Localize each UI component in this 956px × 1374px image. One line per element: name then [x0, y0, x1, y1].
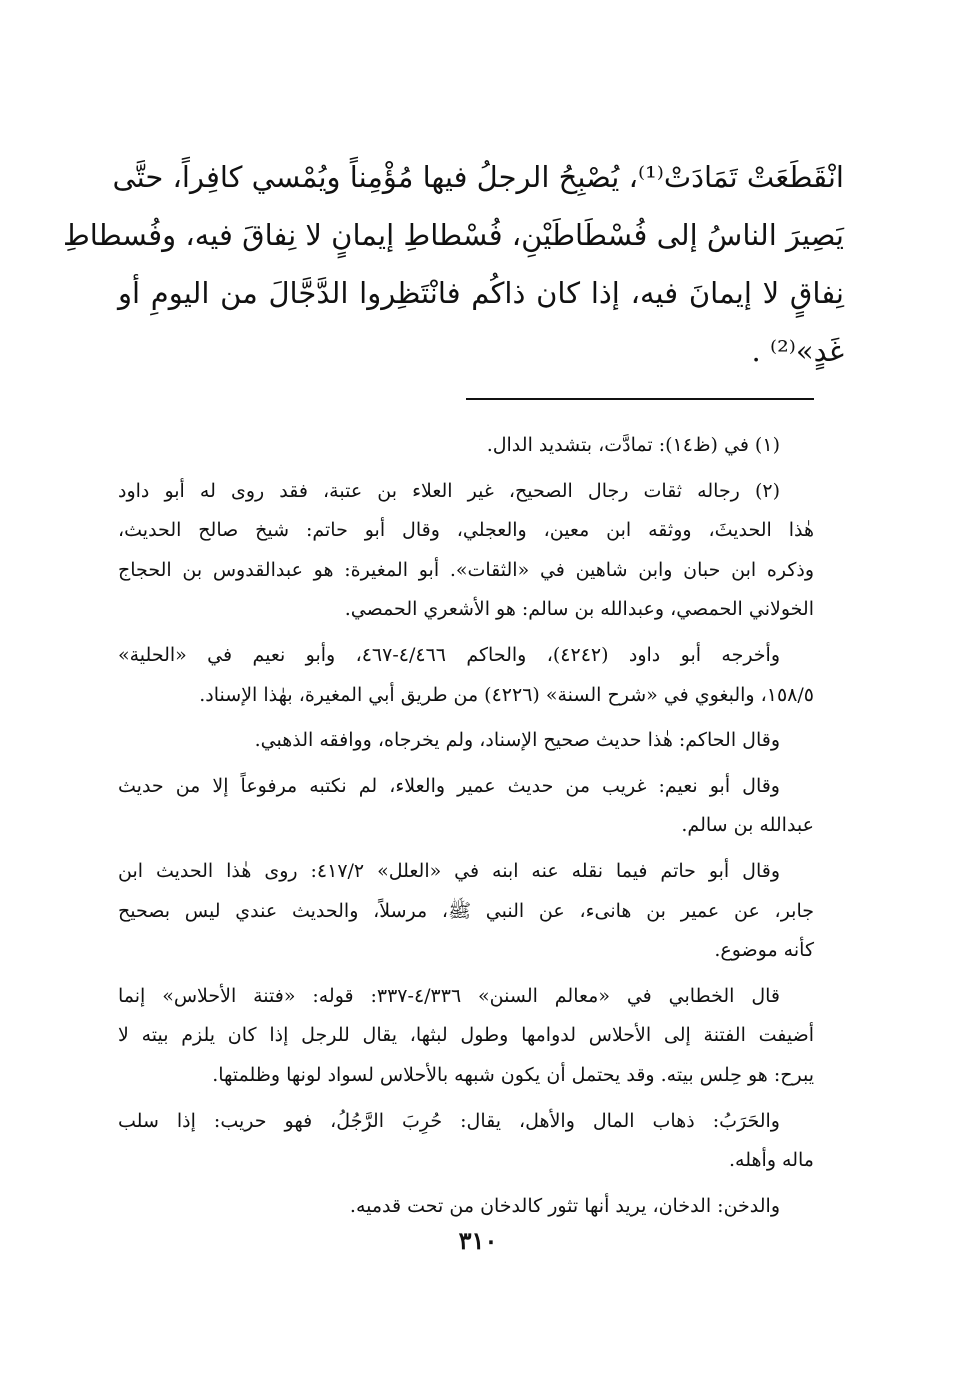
main-text-block [62, 148, 844, 380]
main-text-line: يَصِيرَ الناسُ إلى فُسْطَاطَيْنِ، فُسْطاطِ إيمانٍ لا نِفاقَ فيه، وفُسطاطِ [62, 218, 844, 252]
footnote-line: ماله وأهله. [729, 1149, 814, 1172]
footnote-line: (١) في (ظ١٤): تمادَّت، بتشديد الدال. [486, 434, 780, 456]
footnote-line: هٰذا الحديثَ، ووثقه ابن معين، والعجلي، وقال أبو حاتم: شيخ صالح الحديث، [118, 519, 814, 542]
footnote-paragraph [118, 767, 814, 846]
main-text-line: انْقَطَعَتْ تَمَادَتْ⁽¹⁾، يُصْبِحُ الرجلُ فيها مُؤْمِناً ويُمْسي كافِراً، حتَّى [112, 160, 844, 194]
footnote-line: وأخرجه أبو داود (٤٢٤٢)، والحاكم ٤/٤٦٦-٤٦٧، وأبو نعيم في «الحلية» [118, 643, 780, 666]
footnotes-block [118, 426, 814, 1232]
footnote-line: وقال أبو نعيم: غريب من حديث عمير والعلاء، لم نكتبه مرفوعاً إلا من حديث [118, 774, 780, 797]
footnote-paragraph [118, 852, 814, 971]
footnote-1 [118, 426, 814, 466]
footnote-line: وذكره ابن حبان وابن شاهين في «الثقات». أبو المغيرة: هو عبدالقدوس بن الحجاج [118, 558, 814, 581]
footnote-line: كأنه موضوع. [714, 939, 814, 962]
footnote-line: يبرح: هو حِلس بيته. وقد يحتمل أن يكون شبهه بالأحلاس لسواد لونها وظلمتها. [212, 1063, 814, 1086]
footnote-line: وقال الحاكم: هٰذا حديث صحيح الإسناد، ولم يخرجاه، ووافقه الذهبي. [254, 729, 780, 752]
footnote-2 [118, 472, 814, 630]
footnote-line: جابر، عن عمير بن هانىء، عن النبي ﷺ، مرسلاً، والحديث عندي ليس بصحيح [118, 899, 814, 922]
footnote-line: أضيفت الفتنة إلى الأحلاس لدوامها وطول لبثها، يقال للرجل إذا كان يلزم بيته لا [118, 1024, 814, 1047]
footnote-paragraph [118, 1102, 814, 1181]
main-text-line: نِفاقٍ لا إيمانَ فيه، إذا كان ذاكُم فانْتَظِروا الدَّجَّالَ من اليومِ أو [118, 276, 844, 310]
main-text-line: غَدٍ»⁽²⁾ . [751, 334, 844, 368]
footnote-line: عبدالله بن سالم. [681, 814, 814, 837]
footnote-line: والحَرَبُ: ذهاب المال والأهل، يقال: حُرِبَ الرَّجُلُ، فهو حريب: إذا سلب [118, 1109, 780, 1132]
footnote-paragraph [118, 636, 814, 715]
footnote-line: (٢) رجاله ثقات رجال الصحيح، غير العلاء بن عتبة، فقد روى له أبو داود [118, 479, 780, 502]
footnote-paragraph [118, 977, 814, 1096]
footnote-line: قال الخطابي في «معالم السنن» ٤/٣٣٦-٣٣٧: قوله: «فتنة الأحلاس» إنما [118, 984, 780, 1007]
page-number: ٣١٠ [458, 1226, 498, 1255]
footnote-paragraph [118, 721, 814, 761]
footnote-line: وقال أبو حاتم فيما نقله عنه ابنه في «العلل» ٤١٧/٢: روى هٰذا الحديث ابن [118, 859, 780, 882]
footnote-line: ١٥٨/٥، والبغوي في «شرح السنة» (٤٢٢٦) من طريق أبي المغيرة، بهٰذا الإسناد. [199, 683, 814, 706]
footnote-divider [466, 398, 814, 400]
footnote-line: الخولاني الحمصي، وعبدالله بن سالم: هو الأشعري الحمصي. [344, 598, 814, 621]
footnote-paragraph [118, 1187, 814, 1227]
footnote-line: والدخن: الدخان، يريد أنها تثور كالدخان من تحت قدميه. [349, 1194, 780, 1217]
